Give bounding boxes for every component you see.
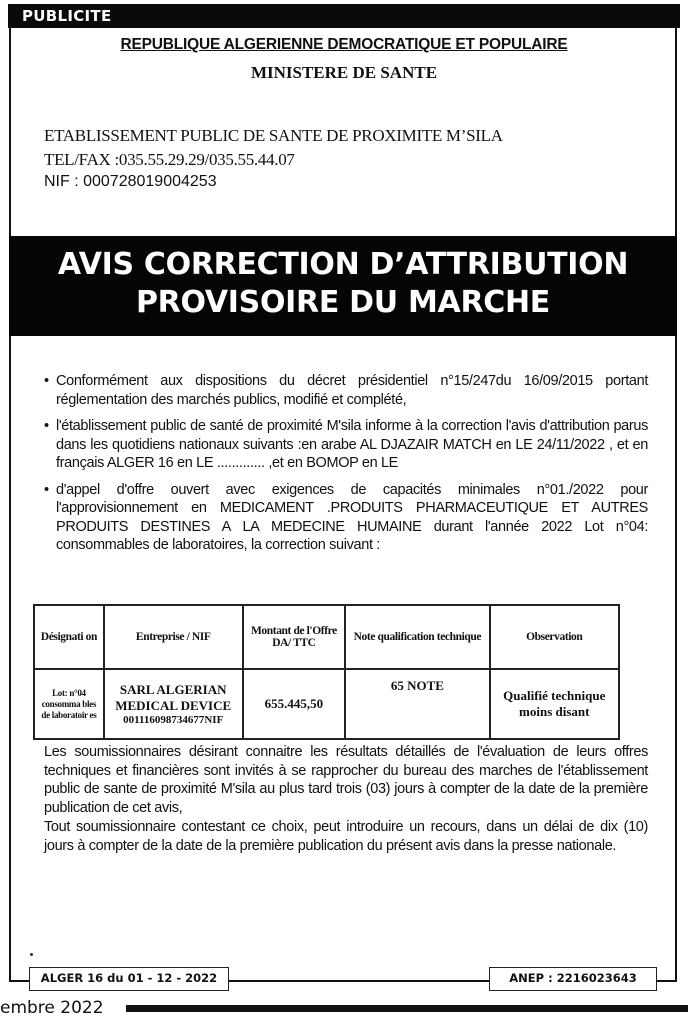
bullet-icon: • — [44, 481, 49, 498]
print-speck — [30, 953, 33, 956]
bullet-list — [44, 372, 648, 563]
entreprise-name-line2: MEDICAL DEVICE — [115, 698, 232, 713]
bullet-item — [44, 481, 648, 555]
col-header-observation: Observation — [490, 605, 619, 669]
bullet-item — [44, 417, 648, 473]
bullet-text: Conformément aux dispositions du décret présidentiel n°15/247du 16/09/2015 portant réglementation des marchés publics, modifié et complété, — [56, 373, 648, 408]
bullet-item — [44, 372, 648, 409]
cell-note: 65 NOTE — [345, 669, 489, 739]
bullet-text: l'établissement public de santé de proximité M'sila informe à la correction l'avis d'attribution parus dans les quotidiens nationaux suivants :en arabe AL DJAZAIR MATCH en LE 24/11/2022 , et en français ALGER 16 en LE ............. ,et en BOMOP en LE — [56, 418, 648, 471]
establishment-name: ETABLISSEMENT PUBLIC DE SANTE DE PROXIMITE M’SILA — [44, 126, 503, 145]
establishment-nif: NIF : 000728019004253 — [44, 173, 217, 190]
results-table — [33, 604, 620, 740]
entreprise-nif: 001116098734677NIF — [123, 714, 224, 726]
closing-paragraph-appeal: Tout soumissionnaire contestant ce choix, peut introduire un recours, dans un délai de dix (10) jours à compter de la date de la première publication du présent avis dans la presse nationale. — [44, 818, 648, 854]
observation-line2: moins disant — [519, 704, 590, 719]
table-row — [34, 669, 619, 739]
col-header-note: Note qualification technique — [345, 605, 489, 669]
cell-observation — [490, 669, 619, 739]
section-label: PUBLICITE — [22, 7, 112, 25]
anep-reference-box: ANEP : 2216023643 — [489, 967, 657, 991]
table-header-row — [34, 605, 619, 669]
closing-paragraph-results: Les soumissionnaires désirant connaitre les résultats détaillés de l'évaluation de leurs offres techniques et financières sont invités à se rapprocher du bureau des marches de l'établissement public de sante de proximité M'sila au plus tard trois (03) jours à compter de la date de la première publication de cet avis, — [44, 744, 648, 817]
bullet-icon: • — [44, 418, 49, 434]
establishment-telfax: TEL/FAX :035.55.29.29/035.55.44.07 — [44, 150, 295, 169]
bullet-text: d'appel d'offre ouvert avec exigences de capacités minimales n°01./2022 pour l'approvisionnement en MEDICAMENT .PRODUITS PHARMACEUTIQUE ET AUTRES PRODUITS DESTINES A LA MEDECINE HUMAINE durant l'année 2022 Lot n°04: consommables de laboratoires, la correction suivant : — [56, 481, 648, 553]
col-header-designation: Désignati on — [34, 605, 104, 669]
ministry-heading: MINISTERE DE SANTE — [250, 63, 438, 82]
republic-heading: REPUBLIQUE ALGERIENNE DEMOCRATIQUE ET POPULAIRE — [120, 36, 568, 53]
notice-title-banner — [9, 236, 677, 336]
col-header-montant: Montant de l'Offre DA/ TTC — [243, 605, 346, 669]
page-rule — [126, 1005, 688, 1012]
notice-title-line1: AVIS CORRECTION D’ATTRIBUTION — [57, 247, 629, 282]
cell-entreprise — [104, 669, 243, 739]
cell-designation: Lot: n°04 consomma bles de laboratoir es — [34, 669, 104, 739]
notice-title-line2: PROVISOIRE DU MARCHE — [136, 285, 550, 320]
col-header-entreprise: Entreprise / NIF — [104, 605, 243, 669]
top-edge-strip — [0, 0, 688, 3]
entreprise-name-line1: SARL ALGERIAN — [119, 682, 227, 697]
page-date-fragment: embre 2022 — [0, 998, 104, 1018]
bullet-icon: • — [44, 373, 49, 389]
publication-reference-box: ALGER 16 du 01 - 12 - 2022 — [29, 967, 229, 991]
cell-montant: 655.445,50 — [243, 669, 346, 739]
publicite-banner — [8, 4, 680, 28]
observation-line1: Qualifié technique — [503, 688, 606, 703]
closing-text — [44, 743, 648, 855]
